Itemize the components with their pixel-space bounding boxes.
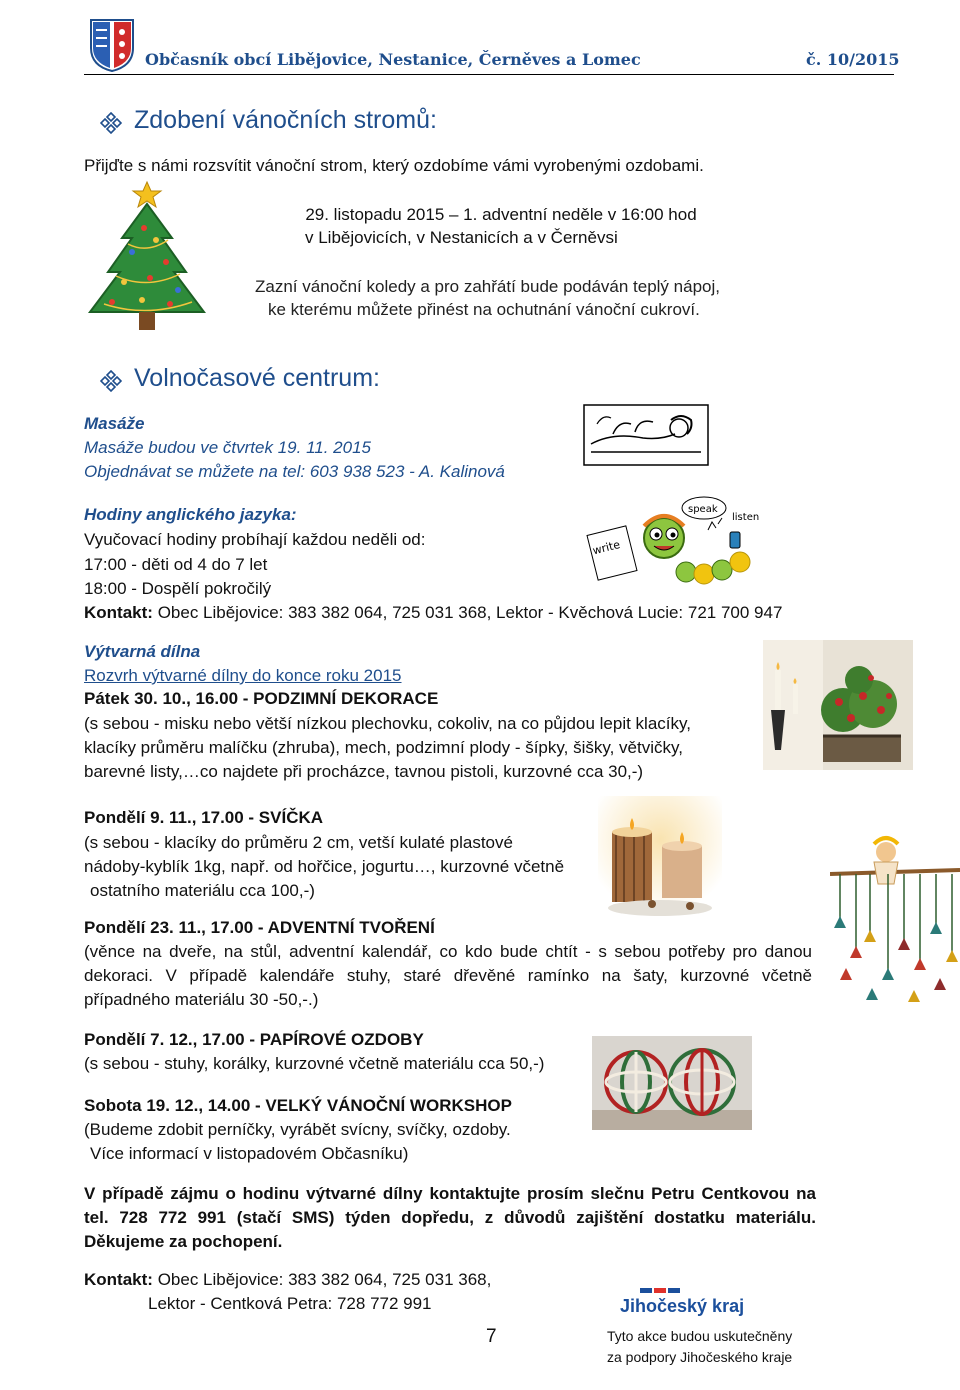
english-line2: 17:00 - děti od 4 do 7 let (84, 555, 268, 574)
paper-ornaments-photo (592, 1036, 752, 1130)
event4-line1: (s sebou - stuhy, korálky, kurzovné včetně materiálu cca 50,-) (84, 1054, 545, 1073)
massage-illustration (583, 404, 709, 466)
listen-word: listen (732, 512, 760, 523)
english-line3: 18:00 - Dospělí pokročilý (84, 579, 272, 598)
support-line2: za podpory Jihočeského kraje (607, 1349, 793, 1365)
coat-of-arms-icon (89, 18, 135, 72)
massage-booking: Objednávat se můžete na tel: 603 938 523 - A. Kalinová (84, 462, 505, 481)
event2-line2: nádoby-kyblík 1kg, např. od hořčice, jogurtu…, kurzovné včetně (84, 857, 565, 876)
english-title: Hodiny anglického jazyka: (84, 505, 297, 524)
tree-program-line1: Zazní vánoční koledy a pro zahřátí bude podáván teplý nápoj, (255, 277, 720, 296)
massage-date: Masáže budou ve čtvrtek 19. 11. 2015 (84, 438, 371, 457)
event1-line2: klacíky průměru malíčku (zhruba), mech, podzimní plody - šípky, šišky, větvičky, (84, 738, 683, 757)
speak-word: speak (688, 504, 718, 515)
tree-intro-text: Přijďte s námi rozsvítit vánoční strom, který ozdobíme vámi vyrobenými ozdobami. (84, 156, 704, 175)
event2-title: Pondělí 9. 11., 17.00 - SVÍČKA (84, 808, 324, 827)
closing-contact-line2: Lektor - Centková Petra: 728 772 991 (148, 1294, 432, 1313)
event4-title: Pondělí 7. 12., 17.00 - PAPÍROVÉ OZDOBY (84, 1030, 424, 1049)
issue-number: č. 10/2015 (806, 50, 900, 69)
newsletter-title: Občasník obcí Libějovice, Nestanice, Černěves a Lomec (145, 50, 641, 69)
contact-label: Kontakt: (84, 603, 153, 622)
event1-line1: (s sebou - misku nebo větší nízkou plechovku, cokoliv, na co půjdou lepit klacíky, (84, 714, 691, 733)
closing-note: V případě zájmu o hodinu výtvarné dílny kontaktujte prosím slečnu Petru Centkovou na tel. 728 772 991 (stačí SMS) týden dopředu, z důvodů zajištění dostatku materiálu. Děkujeme za pochopení. (84, 1184, 816, 1251)
event1-title: Pátek 30. 10., 16.00 - PODZIMNÍ DEKORACE (84, 689, 439, 708)
page-number: 7 (486, 1326, 497, 1347)
diamond-bullet-icon (100, 370, 122, 392)
event3-title: Pondělí 23. 11., 17.00 - ADVENTNÍ TVOŘENÍ (84, 918, 435, 937)
event3-text: (věnce na dveře, na stůl, adventní kalendář, co kdo bude chtít - s sebou potřeby pro danou dekoraci. V případě kalendáře stuhy, staré dřevěné ramínko na šaty, kurzovné včetně případného materiálu 30 -50,-.) (84, 942, 812, 1009)
closing-contact-line1 (84, 1268, 491, 1292)
caterpillar-illustration (586, 494, 776, 592)
diamond-bullet-icon (100, 112, 122, 134)
section-heading-tree-decorating: Zdobení vánočních stromů: (134, 106, 437, 134)
english-contact (84, 601, 782, 625)
english-line1: Vyučovací hodiny probíhají každou neděli od: (84, 530, 426, 549)
jihocesky-kraj-logo (620, 1288, 780, 1328)
event2-line3: ostatního materiálu cca 100,-) (90, 881, 315, 900)
advent-calendar-photo (830, 830, 960, 1018)
event5-line1: (Budeme zdobit perníčky, vyrábět svícny, svíčky, ozdoby. (84, 1120, 511, 1139)
contact-text: Obec Libějovice: 383 382 064, 725 031 368, Lektor - Kvěchová Lucie: 721 700 947 (157, 603, 783, 622)
event5-line2: Více informací v listopadovém Občasníku) (90, 1144, 409, 1163)
christmas-tree-image (84, 178, 214, 338)
tree-date-line: 29. listopadu 2015 – 1. adventní neděle v 16:00 hod (305, 205, 697, 224)
write-word: write (591, 538, 622, 558)
tree-location-line: v Libějovicích, v Nestanicích a v Černěvsi (305, 228, 618, 247)
event5-title: Sobota 19. 12., 14.00 - VELKÝ VÁNOČNÍ WORKSHOP (84, 1096, 512, 1115)
candles-photo (598, 796, 722, 920)
tree-program-line2: ke kterému můžete přinést na ochutnání vánoční cukroví. (268, 300, 700, 319)
event2-line1: (s sebou - klacíky do průměru 2 cm, vetší kulaté plastové (84, 833, 513, 852)
support-line1: Tyto akce budou uskutečněny (607, 1328, 793, 1344)
contact-text: Obec Libějovice: 383 382 064, 725 031 368, (157, 1270, 492, 1289)
massage-title: Masáže (84, 414, 145, 433)
event1-line3: barevné listy,…co najdete při procházce, tavnou pistoli, kurzovné cca 30,-) (84, 762, 644, 781)
art-schedule: Rozvrh výtvarné dílny do konce roku 2015 (84, 666, 402, 685)
autumn-decoration-photo (763, 640, 913, 770)
art-workshop-title: Výtvarná dílna (84, 642, 201, 661)
logo-text: Jihočeský kraj (620, 1296, 745, 1316)
contact-label: Kontakt: (84, 1270, 153, 1289)
header-rule (84, 74, 894, 75)
section-heading-leisure-centre: Volnočasové centrum: (134, 364, 380, 392)
